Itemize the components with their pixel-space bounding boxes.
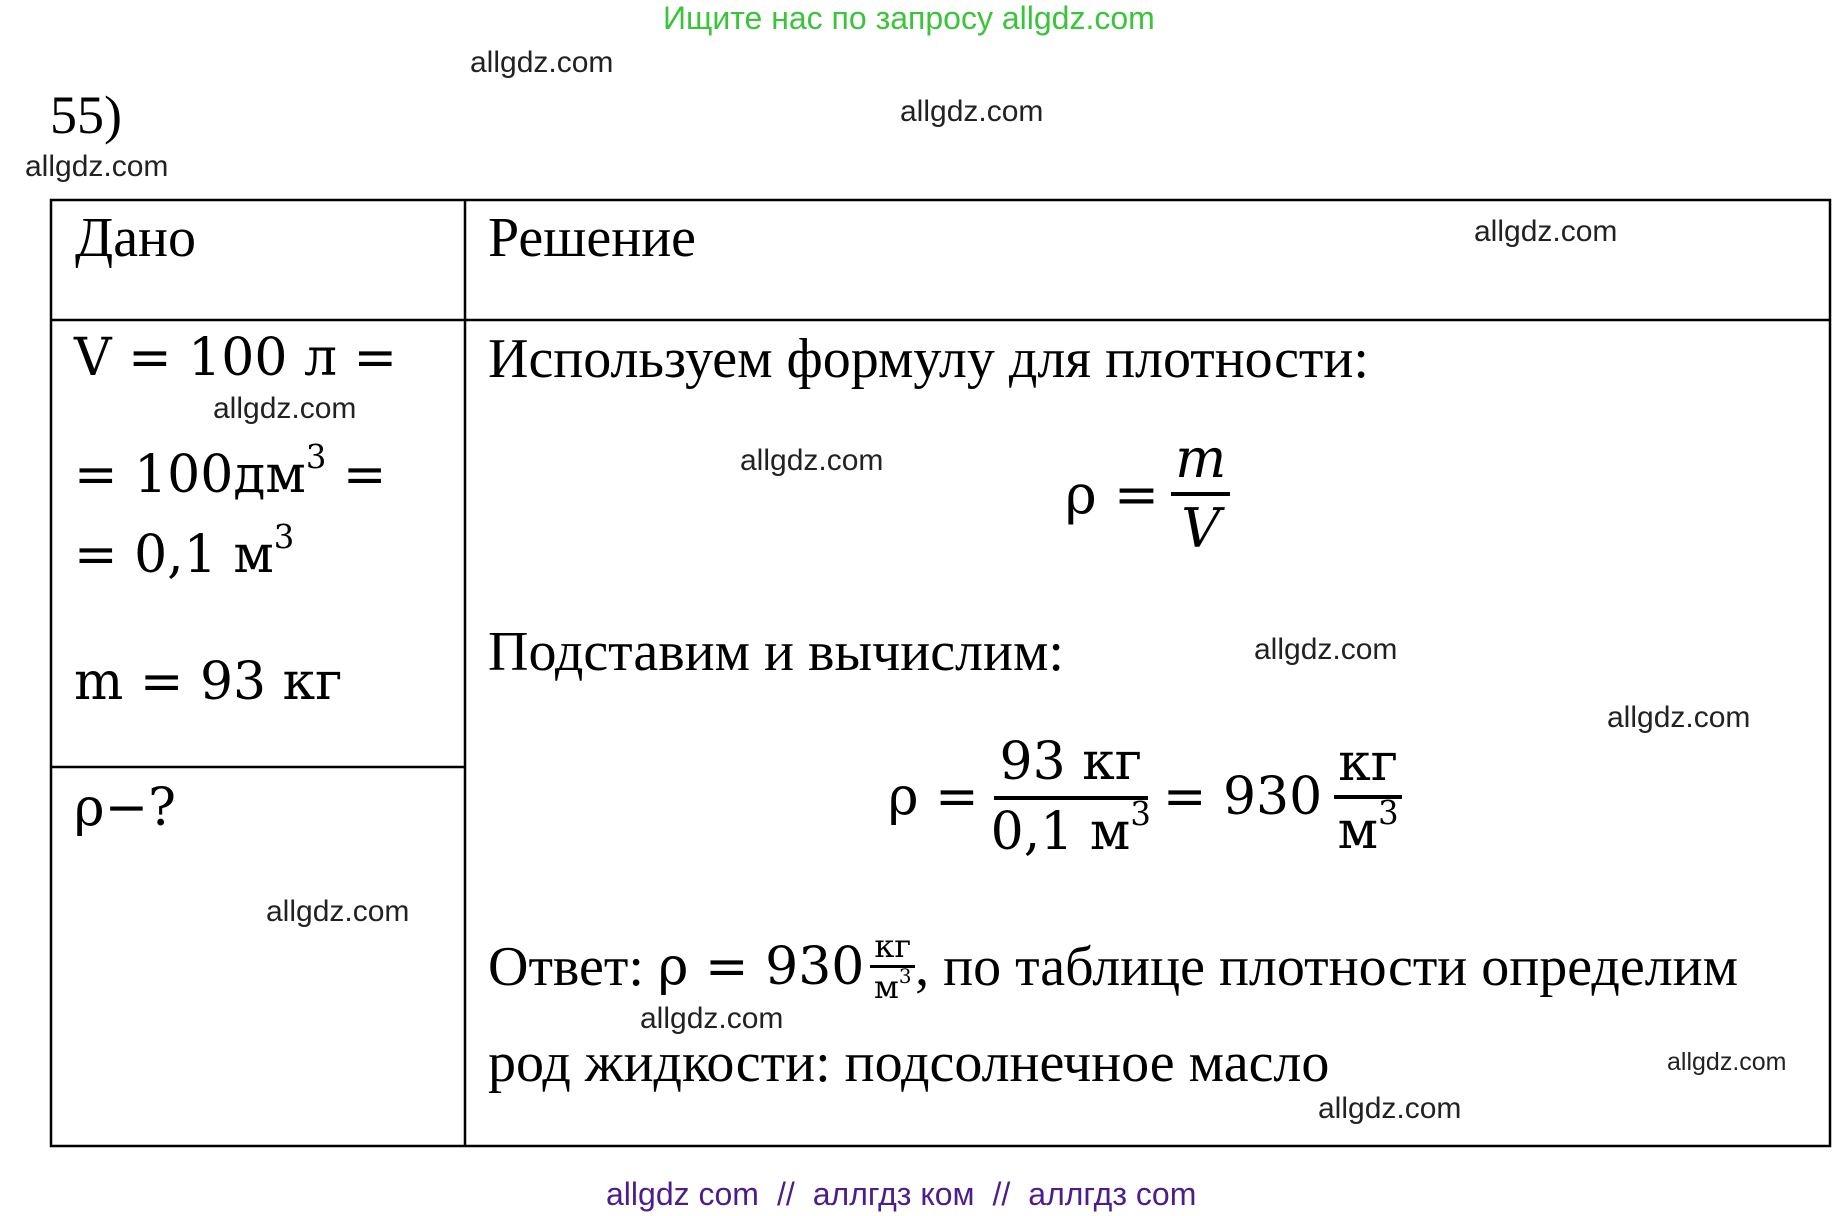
- given-volume-dm-text: = 100дм: [74, 445, 306, 505]
- watermark: allgdz.com: [1318, 1092, 1462, 1125]
- watermark: allgdz.com: [1254, 633, 1398, 666]
- watermark: allgdz.com: [213, 392, 357, 425]
- answer-label: Ответ:: [488, 935, 644, 998]
- footer-links: [606, 1176, 1196, 1213]
- footer-link-2[interactable]: аллгдз ком: [812, 1176, 975, 1212]
- solution-header: Решение: [488, 207, 697, 269]
- footer-link-1[interactable]: allgdz com: [606, 1176, 759, 1212]
- calc-unit-denominator: [1337, 793, 1399, 861]
- answer-unit-numerator: кг: [870, 930, 915, 968]
- calc-lhs: ρ =: [888, 767, 979, 827]
- answer-formula: ρ = 930: [657, 936, 865, 997]
- density-formula-fraction: [1171, 427, 1230, 560]
- calc-result: = 930: [1162, 767, 1323, 827]
- given-volume-dm-tail: =: [326, 445, 387, 505]
- calc-unit-fraction: [1334, 733, 1402, 861]
- watermark: allgdz.com: [1667, 1048, 1787, 1076]
- footer-separator: //: [776, 1176, 795, 1212]
- watermark: allgdz.com: [1607, 701, 1751, 734]
- given-mass: m = 93 кг: [74, 652, 343, 712]
- density-formula: [1065, 427, 1230, 560]
- given-header: Дано: [75, 207, 197, 269]
- calc-numerator: 93 кг: [994, 736, 1148, 800]
- answer-unit-fraction: [870, 927, 915, 1006]
- watermark: allgdz.com: [1474, 215, 1618, 248]
- calc-denominator-text: 0,1 м: [990, 802, 1131, 862]
- answer-unit-den-text: м: [874, 968, 899, 1006]
- calc-denominator: [990, 794, 1151, 862]
- top-banner-link[interactable]: Ищите нас по запросу allgdz.com: [663, 0, 1155, 36]
- calc-unit-den-exponent: 3: [1378, 793, 1399, 832]
- given-volume-m3-text: = 0,1 м: [74, 525, 274, 585]
- calc-denominator-exponent: 3: [1130, 794, 1151, 833]
- answer-line1: [488, 927, 1739, 1006]
- watermark: allgdz.com: [640, 1002, 784, 1035]
- given-volume-dm-exponent: 3: [305, 437, 327, 476]
- answer-unit-den-exponent: 3: [898, 965, 912, 989]
- footer-link-3[interactable]: аллгдз com: [1028, 1176, 1197, 1212]
- watermark: allgdz.com: [740, 444, 884, 477]
- density-formula-numerator: m: [1171, 432, 1230, 496]
- calc-unit-numerator: кг: [1334, 737, 1402, 799]
- given-volume-m3-exponent: 3: [273, 517, 295, 556]
- calc-unit-den-text: м: [1337, 801, 1379, 861]
- density-formula-lhs: ρ =: [1065, 462, 1160, 526]
- problem-number: 55): [50, 85, 122, 145]
- answer-unit-denominator: [874, 965, 912, 1006]
- answer-rest: , по таблице плотности определим: [915, 935, 1739, 998]
- given-unknown: ρ−?: [74, 778, 177, 838]
- watermark: allgdz.com: [266, 895, 410, 928]
- given-volume-line1: V = 100 л =: [74, 328, 398, 388]
- calc-fraction: [990, 732, 1151, 862]
- given-volume-line3: [74, 517, 295, 585]
- watermark: allgdz.com: [25, 150, 169, 183]
- answer-line2: род жидкости: подсолнечное масло: [488, 1032, 1330, 1094]
- watermark: allgdz.com: [900, 95, 1044, 128]
- watermark: allgdz.com: [470, 46, 614, 79]
- formula-intro: Используем формулу для плотности:: [488, 328, 1369, 390]
- given-volume-line2: [74, 437, 387, 505]
- compute-intro: Подставим и вычислим:: [488, 621, 1064, 683]
- density-calculation: [888, 732, 1402, 862]
- density-formula-denominator: V: [1181, 497, 1221, 560]
- footer-separator: //: [992, 1176, 1011, 1212]
